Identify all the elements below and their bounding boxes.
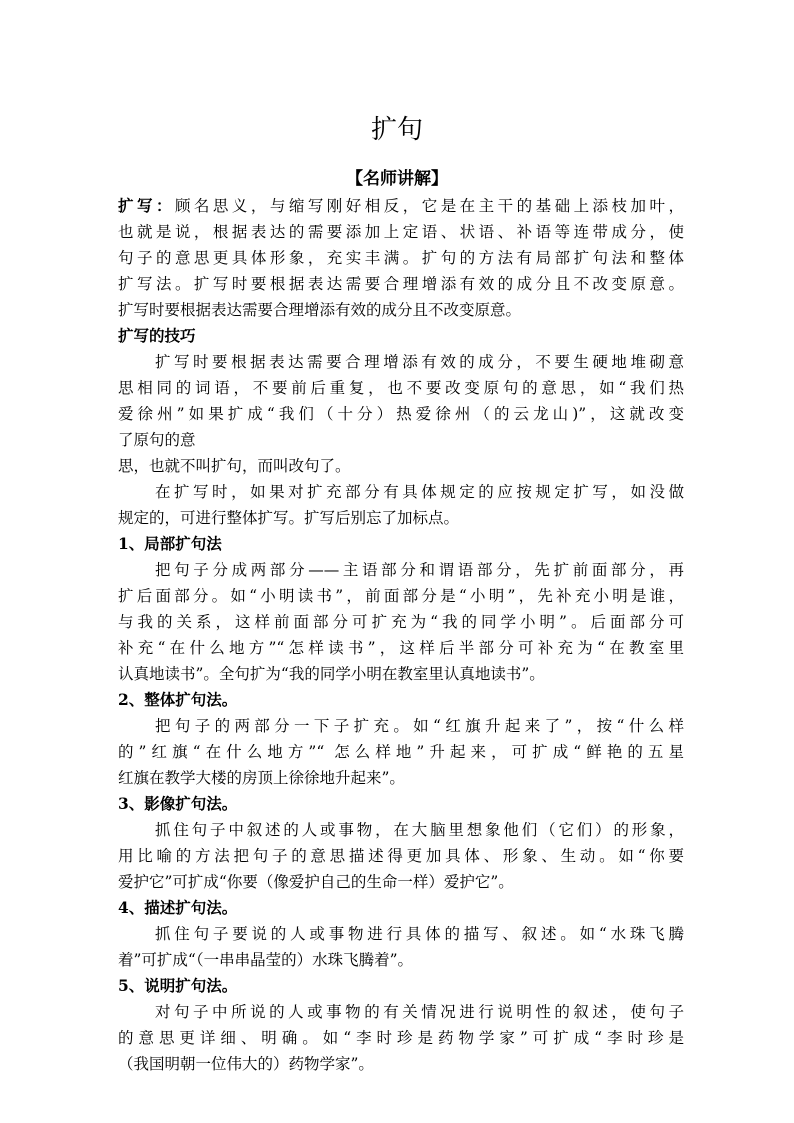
paragraph-line: 规定的，可进行整体扩写。扩写后别忘了加标点。 — [118, 509, 460, 527]
paragraph-line: 用比喻的方法把句子的意思描述得更加具体、形象、生动。如“你要 — [118, 847, 684, 865]
intro-line: 扩写法。扩写时要根据表达需要合理增添有效的成分且不改变原意。 — [118, 275, 684, 293]
paragraph-line: 在扩写时，如果对扩充部分有具体规定的应按规定扩写，如没做 — [155, 483, 684, 501]
paragraph-line: 的”红旗“在什么地方”“ 怎么样地”升起来，可扩成“鲜艳的五星 — [118, 743, 684, 761]
paragraph-line: 扩写时要根据表达需要合理增添有效的成分，不要生硬地堆砌意 — [155, 353, 684, 371]
method-heading: 4、描述扩句法。 — [118, 898, 238, 917]
paragraph-line: 爱徐州”如果扩成“我们（十分）热爱徐州（的云龙山)”，这就改变 — [118, 405, 684, 423]
page-title: 扩句 — [370, 115, 423, 145]
paragraph-line: 红旗在教学大楼的房顶上徐徐地升起来”。 — [118, 769, 405, 787]
section-header: 【名师讲解】 — [346, 169, 448, 189]
paragraph-line: 扩后面部分。如“小明读书”，前面部分是“小明”，先补充小明是谁， — [118, 587, 684, 605]
intro-line: 也就是说，根据表达的需要添加上定语、状语、补语等连带成分，使 — [118, 223, 684, 241]
document-body — [118, 193, 684, 1077]
intro-line — [118, 193, 684, 219]
method-heading: 3、影像扩句法。 — [118, 794, 238, 813]
paragraph-line: 思，也就不叫扩句，而叫改句了。 — [118, 457, 351, 475]
paragraph-line: 与我的关系，这样前面部分可扩充为“我的同学小明”。后面部分可 — [118, 613, 684, 631]
paragraph-line: 把句子分成两部分——主语部分和谓语部分，先扩前面部分，再 — [155, 561, 684, 579]
paragraph-line: 认真地读书”。全句扩为“我的同学小明在教室里认真地读书”。 — [118, 665, 545, 683]
paragraph-line: 补充“在什么地方”“怎样读书”，这样后半部分可补充为“在教室里 — [118, 639, 684, 657]
paragraph-line: 抓住句子要说的人或事物进行具体的描写、叙述。如“水珠飞腾 — [155, 925, 684, 943]
method-heading: 1、局部扩句法 — [118, 534, 222, 553]
method-heading: 2、整体扩句法。 — [118, 690, 238, 709]
paragraph-line: 的意思更详细、明确。如“李时珍是药物学家”可扩成“李时珍是 — [118, 1029, 684, 1047]
paragraph-line: 对句子中所说的人或事物的有关情况进行说明性的叙述，使句子 — [155, 1003, 684, 1021]
paragraph-line: 着”可扩成“（一串串晶莹的）水珠飞腾着”。 — [118, 951, 414, 969]
intro-line: 句子的意思更具体形象，充实丰满。扩句的方法有局部扩句法和整体 — [118, 249, 684, 267]
paragraph-line: 爱护它”可扩成“你要（像爱护自己的生命一样）爱护它”。 — [118, 873, 514, 891]
paragraph-line: 了原句的意 — [118, 431, 196, 449]
paragraph-line: 把句子的两部分一下子扩充。如“红旗升起来了”，按“什么样 — [155, 717, 684, 735]
paragraph-line: 思相同的词语，不要前后重复，也不要改变原句的意思，如“我们热 — [118, 379, 684, 397]
method-heading: 5、说明扩句法。 — [118, 976, 238, 995]
paragraph-line: 抓住句子中叙述的人或事物，在大脑里想象他们（它们）的形象， — [155, 821, 684, 839]
intro-text: 顾名思义，与缩写刚好相反，它是在主干的基础上添枝加叶， — [174, 197, 684, 215]
paragraph-line: （我国明朝一位伟大的）药物学家”。 — [118, 1055, 374, 1073]
intro-lead: 扩写： — [118, 196, 175, 215]
section-heading: 扩写的技巧 — [118, 326, 196, 345]
intro-line: 扩写时要根据表达需要合理增添有效的成分且不改变原意。 — [118, 301, 522, 319]
